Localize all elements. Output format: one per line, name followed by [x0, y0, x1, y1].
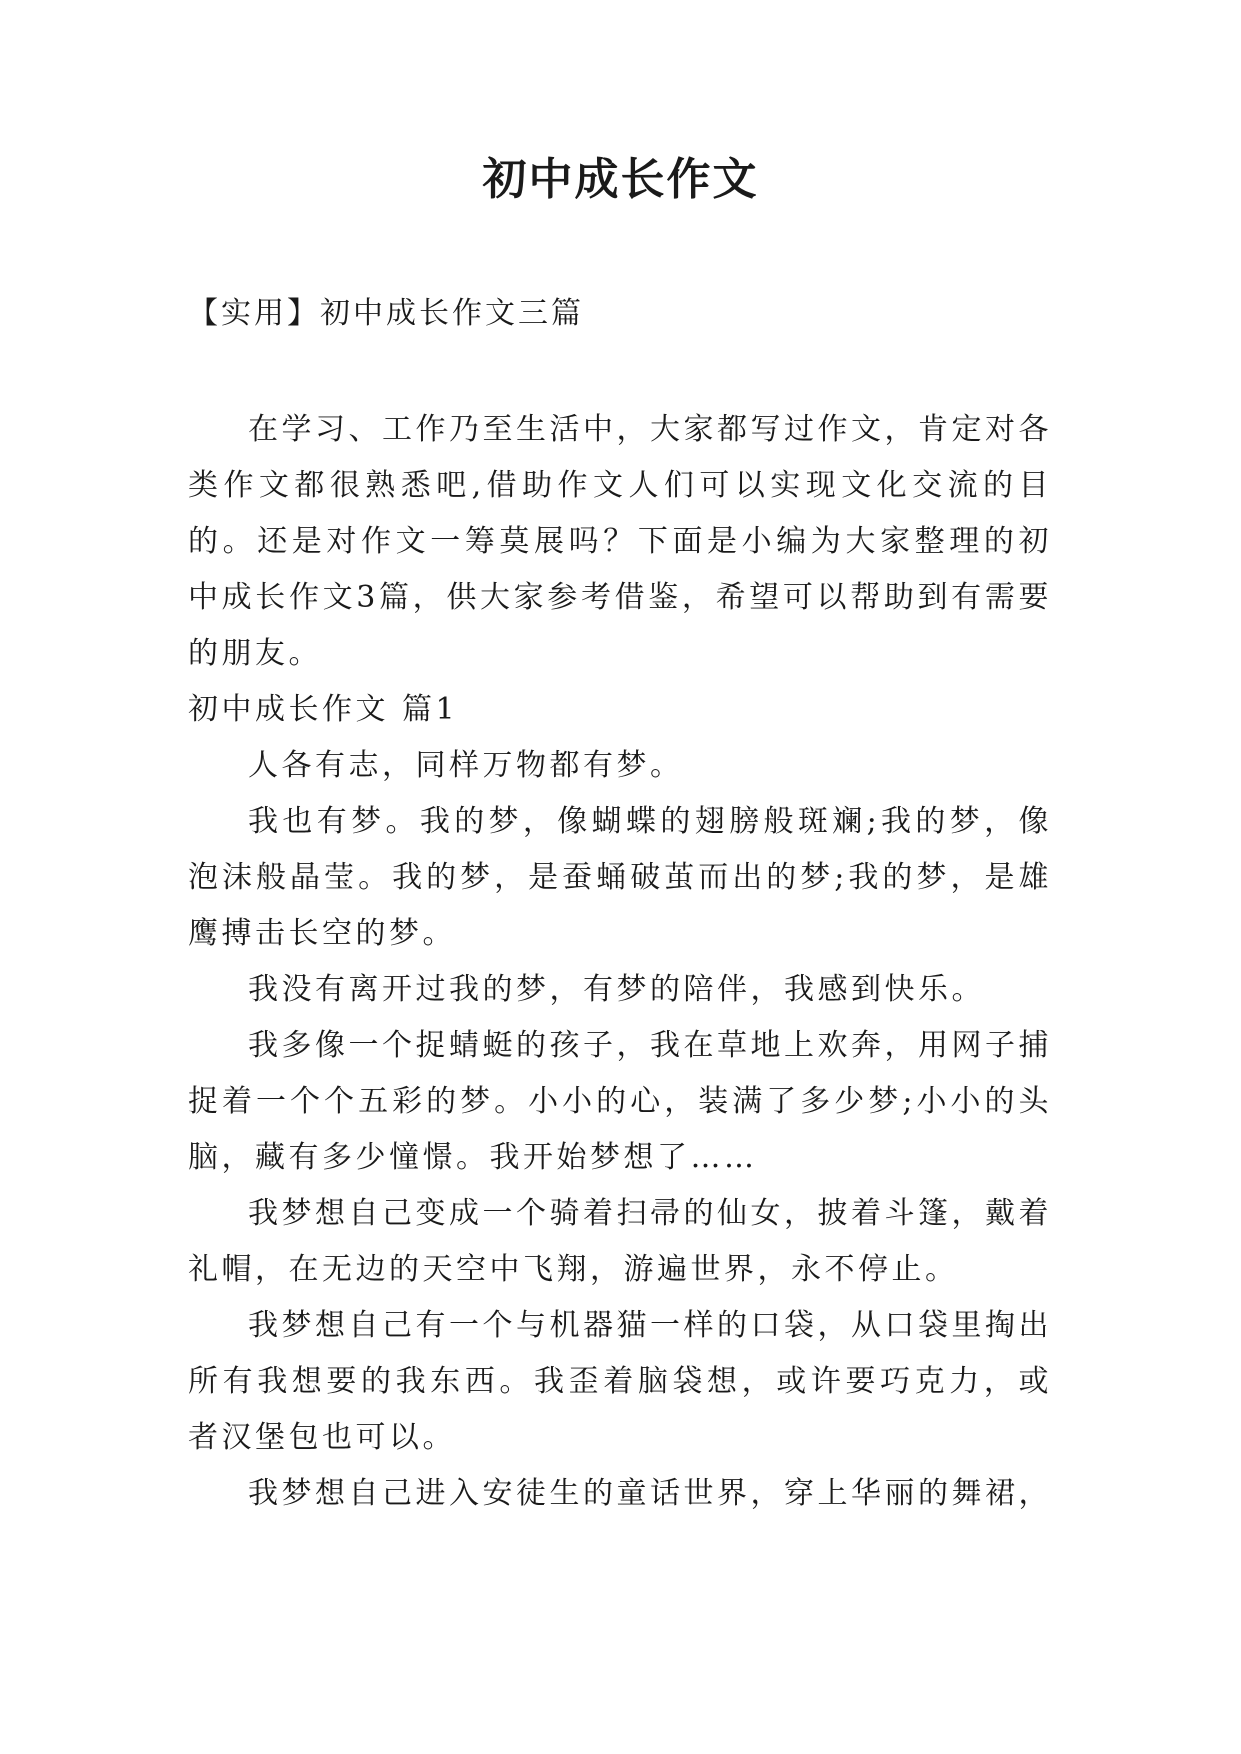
body-paragraph: 我梦想自己有一个与机器猫一样的口袋，从口袋里掏出所有我想要的我东西。我歪着脑袋想，或许要巧克力，或者汉堡包也可以。 — [188, 1308, 1052, 1455]
section-heading: 初中成长作文 篇1 — [188, 692, 459, 727]
intro-paragraph: 在学习、工作乃至生活中，大家都写过作文，肯定对各类作文都很熟悉吧,借助作文人们可以实现文化交流的目的。还是对作文一筹莫展吗？下面是小编为大家整理的初中成长作文3篇，供大家参考借鉴，希望可以帮助到有需要的朋友。 — [188, 412, 1052, 671]
body-paragraph: 我多像一个捉蜻蜓的孩子，我在草地上欢奔，用网子捕捉着一个个五彩的梦。小小的心，装满了多少梦;小小的头脑，藏有多少憧憬。我开始梦想了…… — [188, 1028, 1052, 1175]
body-paragraph: 我梦想自己变成一个骑着扫帚的仙女，披着斗篷，戴着礼帽，在无边的天空中飞翔，游遍世界，永不停止。 — [188, 1196, 1052, 1287]
document-title: 初中成长作文 — [482, 154, 759, 205]
body-paragraph: 我也有梦。我的梦，像蝴蝶的翅膀般斑斓;我的梦，像泡沫般晶莹。我的梦，是蚕蛹破茧而出的梦;我的梦，是雄鹰搏击长空的梦。 — [188, 804, 1052, 951]
body-paragraph: 人各有志，同样万物都有梦。 — [248, 748, 684, 783]
body-paragraph: 我没有离开过我的梦，有梦的陪伴，我感到快乐。 — [248, 972, 985, 1007]
body-paragraph: 我梦想自己进入安徒生的童话世界，穿上华丽的舞裙， — [248, 1476, 1052, 1511]
document-body — [188, 402, 1052, 1522]
document-subtitle: 【实用】初中成长作文三篇 — [188, 296, 584, 331]
